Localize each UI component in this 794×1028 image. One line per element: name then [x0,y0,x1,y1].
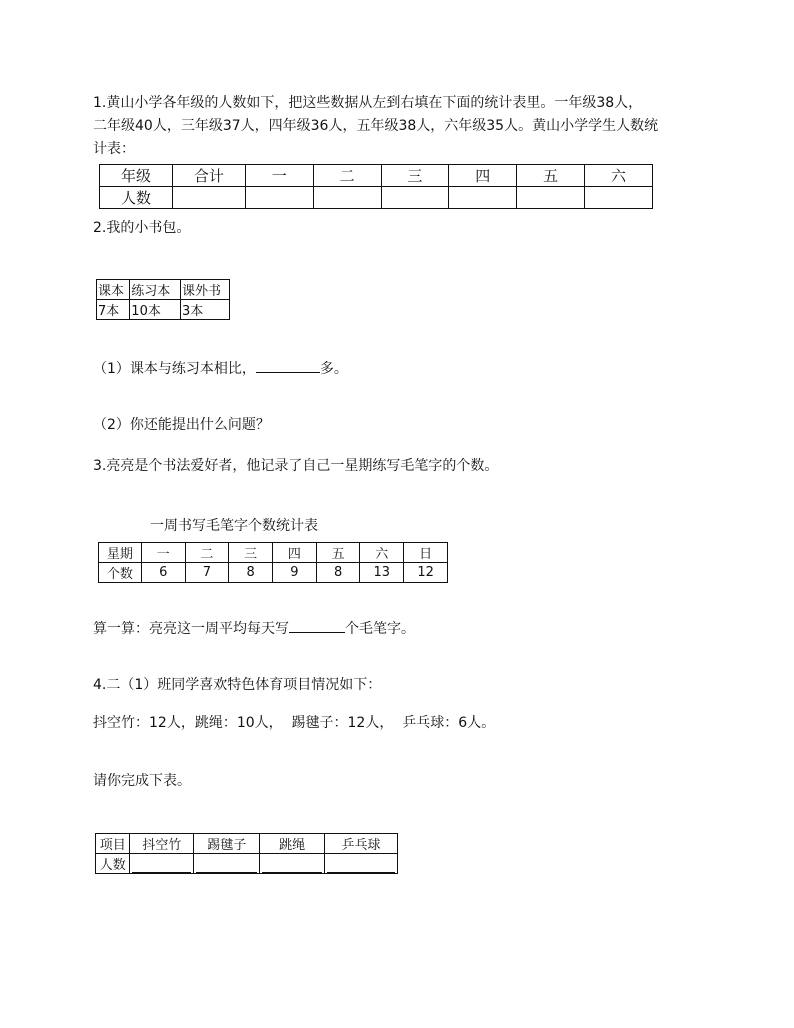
q2-table-header-row [97,280,230,300]
q1-header-grade: 年级 [100,165,173,187]
q1-cell-g2[interactable] [313,187,381,209]
q1-cell-g3[interactable] [381,187,449,209]
q2-title: 2.我的小书包。 [93,220,191,236]
q1-table-count-row [100,187,653,209]
q1-cell-g4[interactable] [449,187,517,209]
q2-sub1-before: （1）课本与练习本相比， [93,361,256,377]
q2-sub1-after: 多。 [319,361,348,377]
q2-header-textbook: 课本 [97,280,130,300]
q4-header-label: 项目 [96,834,130,854]
q1-header-g6: 六 [585,165,653,187]
q1-cell-g5[interactable] [517,187,585,209]
q3-table-count-row [99,563,448,583]
q1-cell-g6[interactable] [585,187,653,209]
q3-header-day-2: 二 [185,543,229,563]
q4-cell-diabolo[interactable] [130,854,194,874]
q4-cell-shuttlecock[interactable] [194,854,260,874]
q1-header-g1: 一 [245,165,313,187]
q3-header-day-6: 六 [360,543,404,563]
q4-data-line: 抖空竹：12人，跳绳：10人， 踢毽子：12人， 乒乓球：6人。 [93,715,496,731]
q3-table-header-row [99,543,448,563]
q3-calc-after: 个毛笔字。 [345,621,415,637]
q3-count-day-6: 13 [360,563,404,583]
q3-header-day-1: 一 [141,543,185,563]
q2-value-textbook: 7本 [97,300,130,320]
q4-cell-pingpong[interactable] [325,854,398,874]
q3-calc-before: 算一算：亮亮这一周平均每天写 [93,621,289,637]
q4-header-pingpong: 乒乓球 [325,834,398,854]
q4-instruction: 请你完成下表。 [93,773,191,789]
q3-count-day-2: 7 [185,563,229,583]
q3-calc [93,618,415,641]
q2-header-extra: 课外书 [181,280,230,300]
q1-table [99,164,653,209]
q3-row-label: 个数 [99,563,142,583]
q4-table-header-row [96,834,398,854]
q1-header-g5: 五 [517,165,585,187]
q4-cell-rope[interactable] [260,854,325,874]
q4-header-shuttlecock: 踢毽子 [194,834,260,854]
q3-header-day-3: 三 [229,543,273,563]
q3-count-day-5: 8 [316,563,360,583]
q2-value-extra: 3本 [181,300,230,320]
q1-paragraph [93,92,723,161]
q3-header-day-7: 日 [404,543,448,563]
q4-header-rope: 跳绳 [260,834,325,854]
q4-table-count-row [96,854,398,874]
q1-cell-total[interactable] [172,187,245,209]
q3-title: 3.亮亮是个书法爱好者，他记录了自己一星期练写毛笔字的个数。 [93,458,499,474]
q4-row-label: 人数 [96,854,130,874]
q1-cell-g1[interactable] [245,187,313,209]
q1-line-1: 1.黄山小学各年级的人数如下，把这些数据从左到右填在下面的统计表里。一年级38人， [93,95,643,111]
q1-header-g3: 三 [381,165,449,187]
q2-header-exercise: 练习本 [130,280,181,300]
q3-count-day-4: 9 [273,563,317,583]
q4-table [95,833,398,874]
q3-calc-blank[interactable] [289,618,345,633]
q4-header-diabolo: 抖空竹 [130,834,194,854]
q4-title: 4.二（1）班同学喜欢特色体育项目情况如下： [93,677,382,693]
q3-count-day-3: 8 [229,563,273,583]
q3-header-day-4: 四 [273,543,317,563]
q3-table [98,542,448,583]
q1-header-g4: 四 [449,165,517,187]
q2-value-exercise: 10本 [130,300,181,320]
q1-row-label: 人数 [100,187,173,209]
q1-header-total: 合计 [172,165,245,187]
q1-line-2: 二年级40人，三年级37人，四年级36人，五年级38人，六年级35人。黄山小学学生人数统 [93,118,659,134]
q3-table-title: 一周书写毛笔字个数统计表 [150,518,318,534]
q3-header-label: 星期 [99,543,142,563]
q2-sub1 [93,358,348,381]
q3-count-day-1: 6 [141,563,185,583]
q2-table [96,279,230,320]
q2-sub1-blank[interactable] [256,358,320,373]
q2-table-value-row [97,300,230,320]
q3-header-day-5: 五 [316,543,360,563]
q2-sub2: （2）你还能提出什么问题？ [93,417,270,433]
q3-count-day-7: 12 [404,563,448,583]
q1-line-3: 计表： [93,141,135,157]
q1-header-g2: 二 [313,165,381,187]
q1-table-header-row [100,165,653,187]
